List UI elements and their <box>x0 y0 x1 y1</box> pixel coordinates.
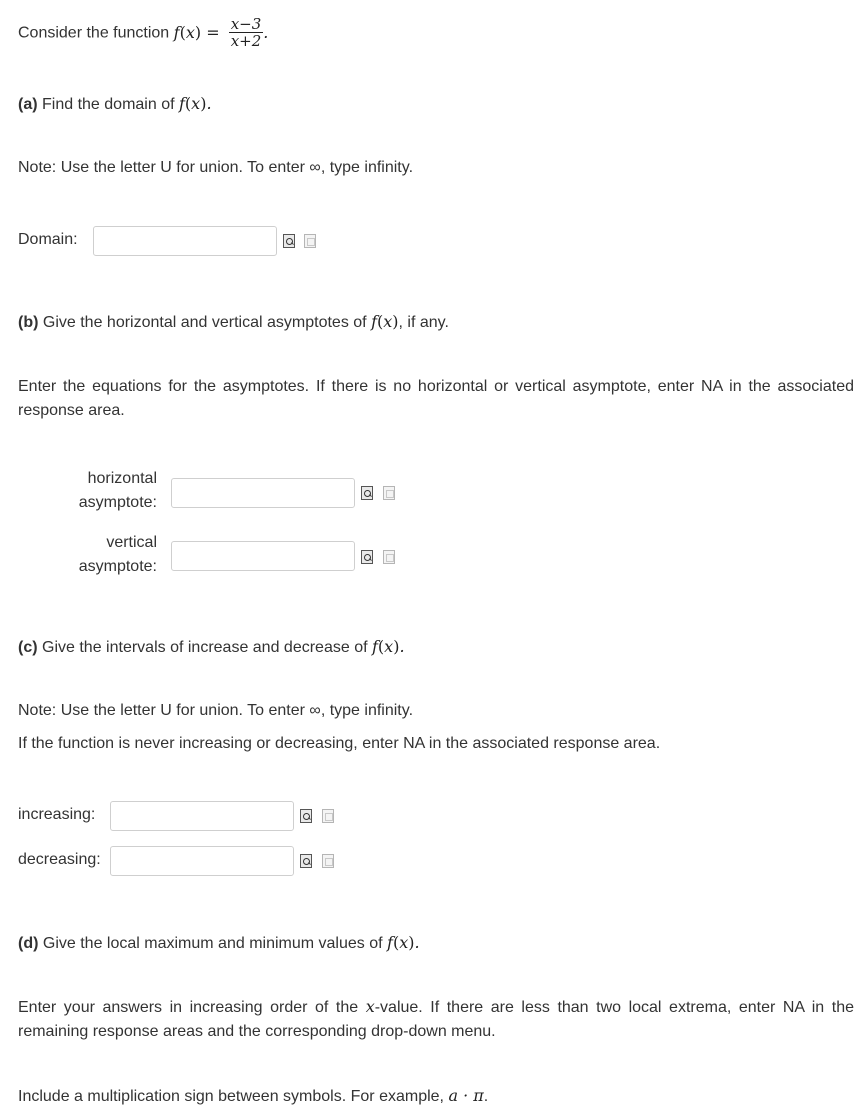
fv: x <box>383 312 393 331</box>
intro-text: Consider the function <box>18 24 170 42</box>
increasing-label: increasing: <box>18 806 96 823</box>
help-icon[interactable] <box>383 486 395 500</box>
fn: f <box>179 94 185 113</box>
function-notation: f(x) = $\frac{x-3}{x+2}$ . <box>173 15 269 50</box>
part-b-suffix: , if any. <box>398 314 449 331</box>
part-d-label: (d) <box>18 935 39 952</box>
horizontal-label-line2: asymptote: <box>78 494 157 511</box>
vertical-label-line2: asymptote: <box>78 558 157 575</box>
vertical-label-line1: vertical <box>106 534 157 551</box>
help-icon[interactable] <box>322 809 334 823</box>
part-d-instructions <box>18 995 854 1044</box>
fn: f <box>387 933 393 952</box>
domain-input[interactable] <box>93 226 277 256</box>
part-b-label: (b) <box>18 314 39 331</box>
intro-line <box>18 16 268 50</box>
vertical-asymptote-label <box>7 531 157 579</box>
part-b-instructions: Enter the equations for the asymptotes. If there is no horizontal or vertical asymptote, enter NA in the associated response area. <box>18 378 854 419</box>
part-c-text: Give the intervals of increase and decrease of <box>42 639 368 656</box>
fraction-denominator: x+2 <box>230 32 262 50</box>
increasing-input[interactable] <box>110 801 294 831</box>
mult-text: Include a multiplication sign between symbols. For example, <box>18 1088 444 1105</box>
instr-pre: Enter your answers in increasing order of the <box>18 999 366 1016</box>
part-a-text: Find the domain of <box>42 96 175 113</box>
decreasing-label: decreasing: <box>18 851 101 868</box>
part-c-note-1: Note: Use the letter U for union. To enter ∞, type infinity. <box>18 702 414 719</box>
part-c-heading: (c) Give the intervals of increase and decrease of f(x). <box>18 637 405 656</box>
function-var: x <box>185 22 195 42</box>
preview-icon[interactable] <box>300 809 312 823</box>
part-d-mult-note: Include a multiplication sign between symbols. For example, a · π. <box>18 1086 489 1105</box>
horizontal-asymptote-input[interactable] <box>171 478 355 508</box>
fv: x <box>191 94 201 113</box>
help-icon[interactable] <box>322 854 334 868</box>
vertical-asymptote-input[interactable] <box>171 541 355 571</box>
preview-icon[interactable] <box>361 550 373 564</box>
function-fraction <box>229 16 264 50</box>
function-name: f <box>173 22 180 42</box>
preview-icon[interactable] <box>361 486 373 500</box>
fn: f <box>371 312 377 331</box>
fv: x <box>399 933 409 952</box>
fraction-numerator: x−3 <box>230 15 262 33</box>
fn: f <box>371 637 378 656</box>
domain-label: Domain: <box>18 231 78 248</box>
horizontal-label-line1: horizontal <box>87 470 157 487</box>
part-a-heading: (a) Find the domain of f(x). <box>18 94 212 113</box>
part-a-note: Note: Use the letter U for union. To enter ∞, type infinity. <box>18 159 414 176</box>
horizontal-asymptote-label <box>7 467 157 515</box>
fv: x <box>384 637 394 656</box>
preview-icon[interactable] <box>300 854 312 868</box>
help-icon[interactable] <box>304 234 316 248</box>
part-d-text: Give the local maximum and minimum values of <box>42 935 383 952</box>
decreasing-input[interactable] <box>110 846 294 876</box>
help-icon[interactable] <box>383 550 395 564</box>
part-b-text: Give the horizontal and vertical asymptotes of <box>42 314 367 331</box>
part-a-label: (a) <box>18 96 38 113</box>
mult-example: a · π <box>448 1086 484 1105</box>
part-c-note-2: If the function is never increasing or decreasing, enter NA in the associated response area. <box>18 735 661 752</box>
instr-post: -value. If there are less than two local extrema, enter NA in the remaining response areas and the corresponding drop-down menu. <box>18 999 855 1040</box>
preview-icon[interactable] <box>283 234 295 248</box>
part-b-heading: (b) Give the horizontal and vertical asymptotes of f(x), if any. <box>18 312 449 331</box>
part-d-heading: (d) Give the local maximum and minimum values of f(x). <box>18 933 420 952</box>
part-c-label: (c) <box>18 639 38 656</box>
instr-var: x <box>365 997 375 1016</box>
